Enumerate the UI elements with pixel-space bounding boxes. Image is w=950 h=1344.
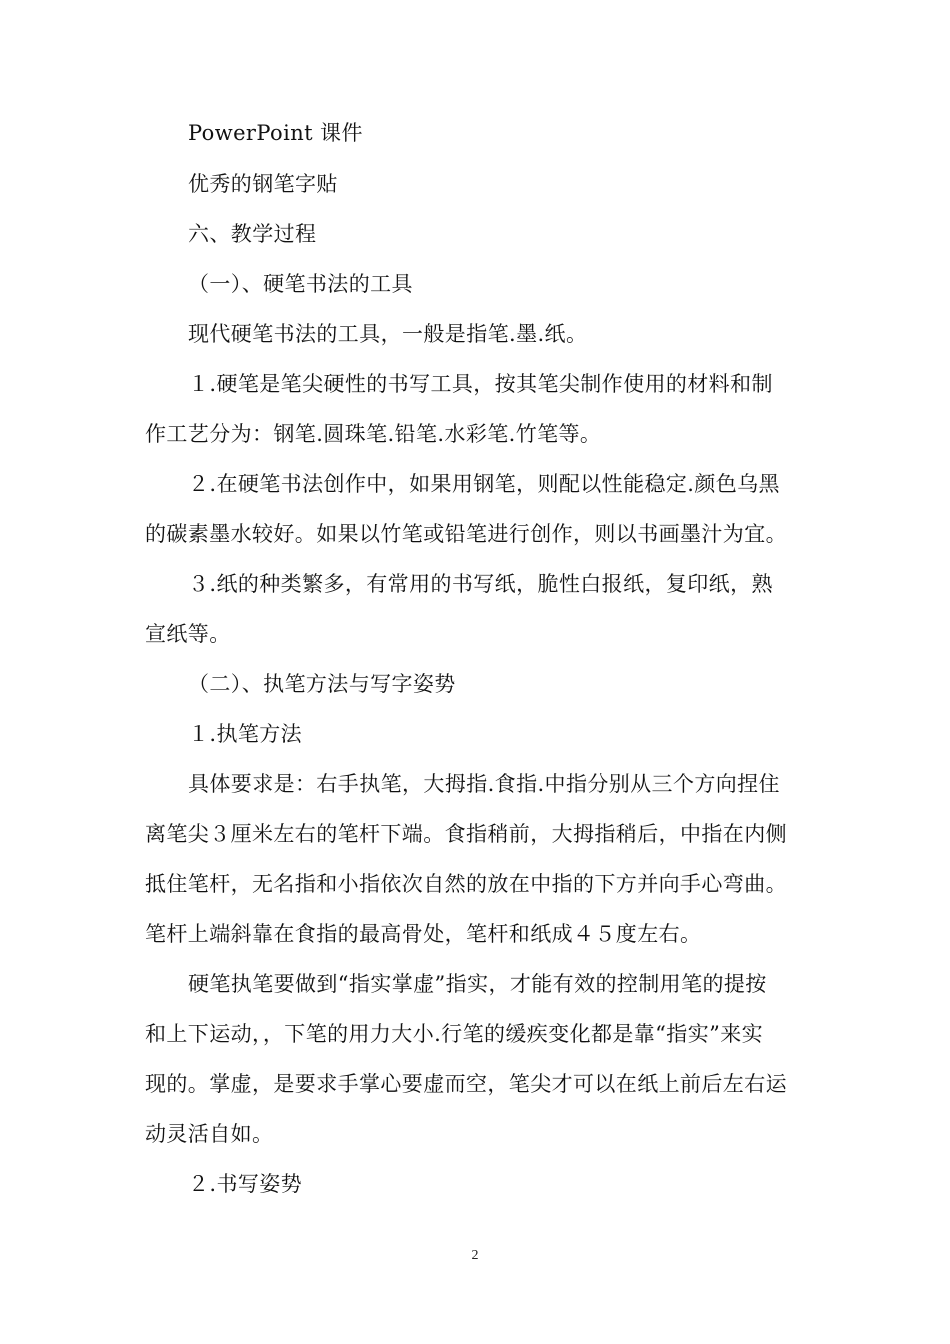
text-line: 优秀的钢笔字贴 xyxy=(188,172,338,196)
subsection-heading: （一）、硬笔书法的工具 xyxy=(188,272,413,296)
text-line: 作工艺分为：钢笔.圆珠笔.铅笔.水彩笔.竹笔等。 xyxy=(145,422,602,446)
page-number: 2 xyxy=(471,1248,479,1263)
text-line: 离笔尖３厘米左右的笔杆下端。食指稍前，大拇指稍后，中指在内侧 xyxy=(145,822,787,846)
text-line: ２.在硬笔书法创作中，如果用钢笔，则配以性能稳定.颜色乌黑 xyxy=(188,472,780,496)
text-line: 和上下运动，，下笔的用力大小.行笔的缓疾变化都是靠“指实”来实 xyxy=(145,1022,764,1046)
text-line: 宣纸等。 xyxy=(145,622,231,646)
subsection-heading: （二）、执笔方法与写字姿势 xyxy=(188,672,456,696)
text-line: 现的。掌虚，是要求手掌心要虚而空，笔尖才可以在纸上前后左右运 xyxy=(145,1072,787,1096)
text-line: ３.纸的种类繁多，有常用的书写纸，脆性白报纸，复印纸，熟 xyxy=(188,572,773,596)
section-heading: 六、教学过程 xyxy=(188,222,317,246)
text-line: １.执笔方法 xyxy=(188,722,303,746)
text-line: 现代硬笔书法的工具，一般是指笔.墨.纸。 xyxy=(188,322,588,346)
text-line: 抵住笔杆，无名指和小指依次自然的放在中指的下方并向手心弯曲。 xyxy=(145,872,787,896)
text-line: ２.书写姿势 xyxy=(188,1172,303,1196)
text-line: PowerPoint 课件 xyxy=(188,121,363,145)
text-line: 笔杆上端斜靠在食指的最高骨处，笔杆和纸成４５度左右。 xyxy=(145,922,702,946)
text-line: 动灵活自如。 xyxy=(145,1122,274,1146)
text-line: 硬笔执笔要做到“指实掌虚”指实，才能有效的控制用笔的提按 xyxy=(188,972,767,996)
text-line: 的碳素墨水较好。如果以竹笔或铅笔进行创作，则以书画墨汁为宜。 xyxy=(145,522,787,546)
text-line: １.硬笔是笔尖硬性的书写工具，按其笔尖制作使用的材料和制 xyxy=(188,372,773,396)
text-line: 具体要求是：右手执笔，大拇指.食指.中指分别从三个方向捏住 xyxy=(188,772,780,796)
